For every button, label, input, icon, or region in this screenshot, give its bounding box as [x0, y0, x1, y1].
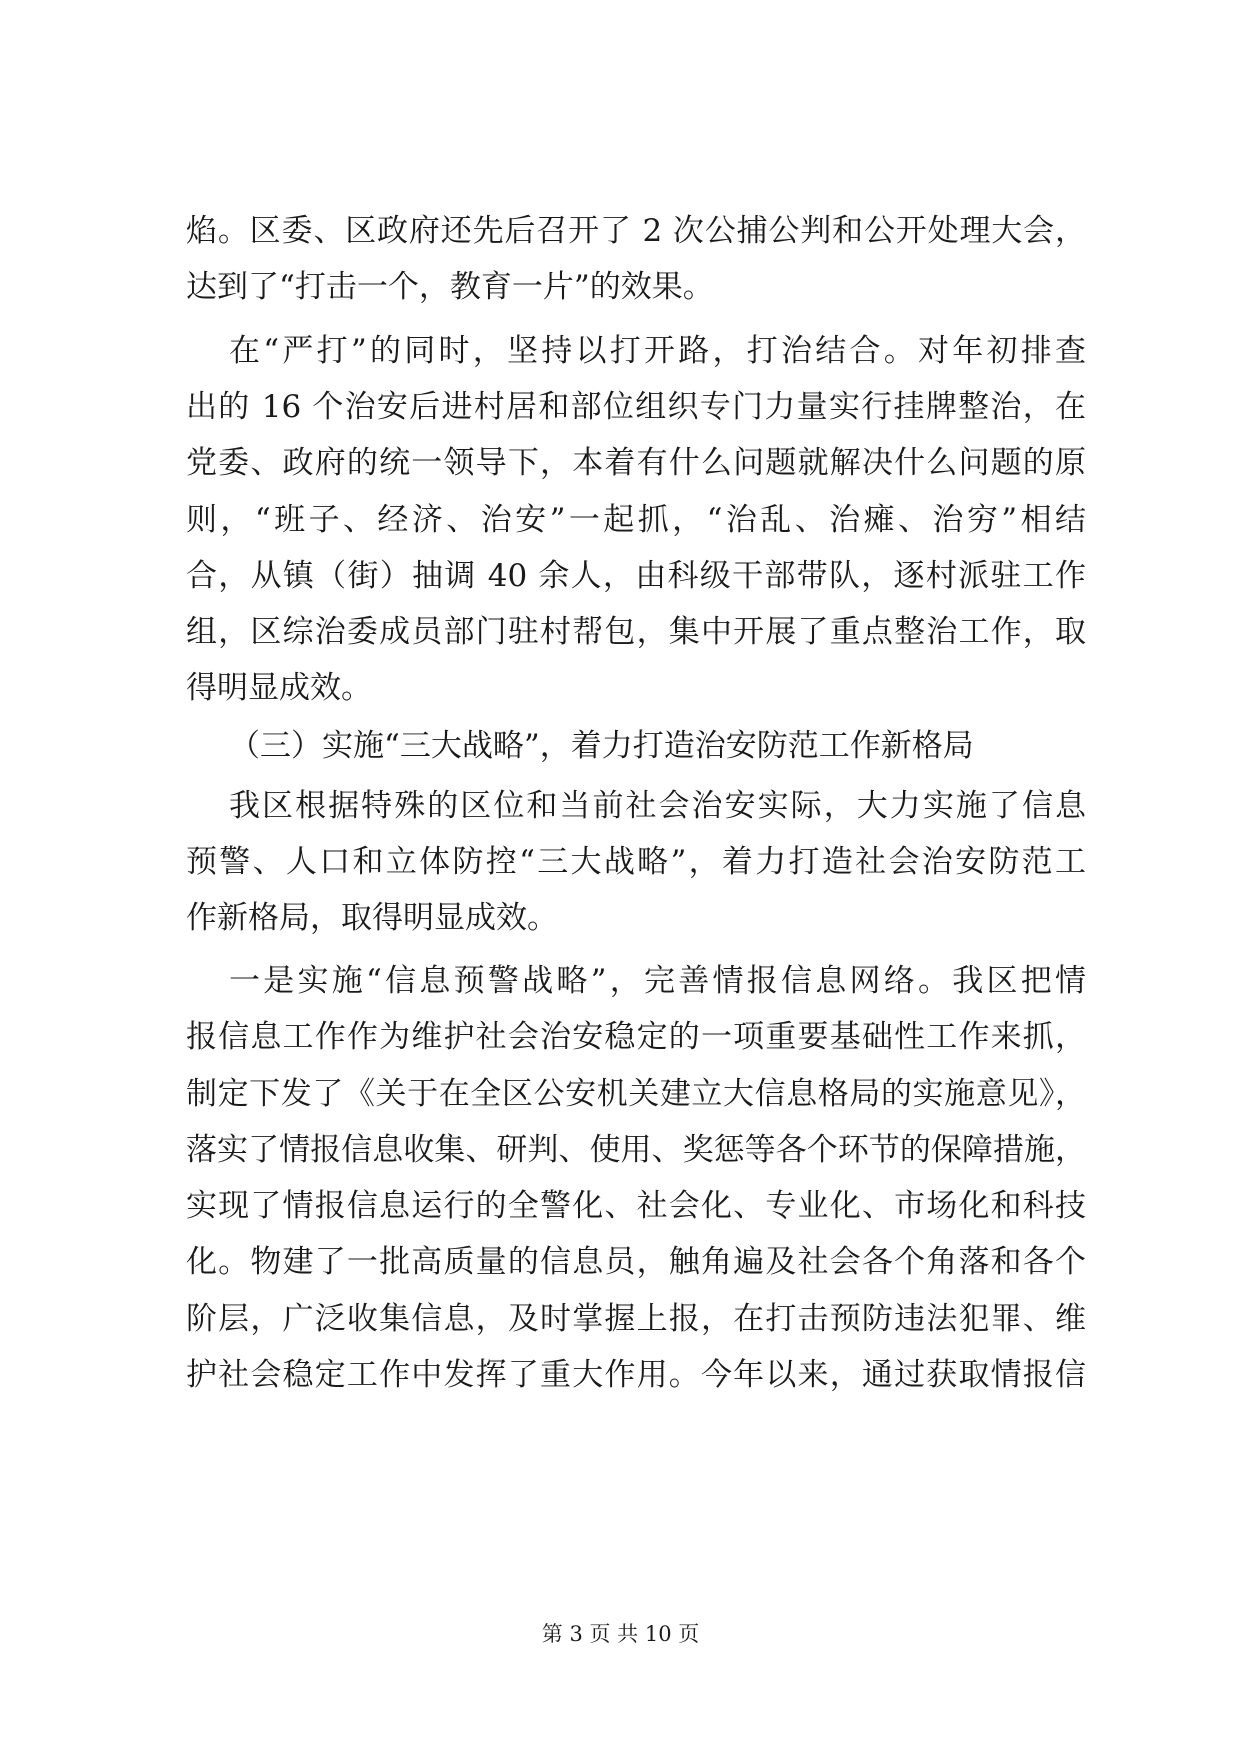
text-line: 阶层，广泛收集信息，及时掌握上报，在打击预防违法犯罪、维: [186, 1301, 1086, 1337]
text-line: 制定下发了《关于在全区公安机关建立大信息格局的实施意见》，: [186, 1076, 1086, 1112]
text-line: 组，区综治委成员部门驻村帮包，集中开展了重点整治工作，取: [186, 614, 1086, 650]
text-line: 报信息工作作为维护社会治安稳定的一项重要基础性工作来抓，: [186, 1019, 1086, 1055]
text-line: 达到了“打击一个，教育一片”的效果。: [186, 269, 714, 305]
text-line: 合，从镇（街）抽调 40 余人，由科级干部带队，逐村派驻工作: [186, 558, 1086, 594]
text-line: 护社会稳定工作中发挥了重大作用。今年以来，通过获取情报信: [186, 1357, 1086, 1393]
text-line: 得明显成效。: [186, 670, 372, 706]
text-line: 一是实施“信息预警战略”，完善情报信息网络。我区把情: [229, 963, 1086, 999]
page-footer: 第 3 页 共 10 页: [541, 1622, 700, 1646]
text-line: 预警、人口和立体防控“三大战略”，着力打造社会治安防范工: [186, 844, 1086, 880]
text-line: 我区根据特殊的区位和当前社会治安实际，大力实施了信息: [229, 788, 1086, 824]
text-line: 作新格局，取得明显成效。: [186, 900, 558, 936]
text-line: 焰。区委、区政府还先后召开了 2 次公捕公判和公开处理大会，: [186, 213, 1086, 249]
text-line: 落实了情报信息收集、研判、使用、奖惩等各个环节的保障措施，: [186, 1132, 1086, 1168]
text-line: 党委、政府的统一领导下，本着有什么问题就解决什么问题的原: [186, 445, 1086, 481]
text-line: 实现了情报信息运行的全警化、社会化、专业化、市场化和科技: [186, 1188, 1086, 1224]
text-line: 在“严打”的同时，坚持以打开路，打治结合。对年初排查: [229, 333, 1086, 369]
text-line: 出的 16 个治安后进村居和部位组织专门力量实行挂牌整治，在: [186, 389, 1086, 425]
section-heading: （三）实施“三大战略”，着力打造治安防范工作新格局: [229, 728, 974, 764]
text-line: 化。物建了一批高质量的信息员，触角遍及社会各个角落和各个: [186, 1244, 1086, 1280]
text-line: 则，“班子、经济、治安”一起抓，“治乱、治瘫、治穷”相结: [186, 502, 1086, 538]
